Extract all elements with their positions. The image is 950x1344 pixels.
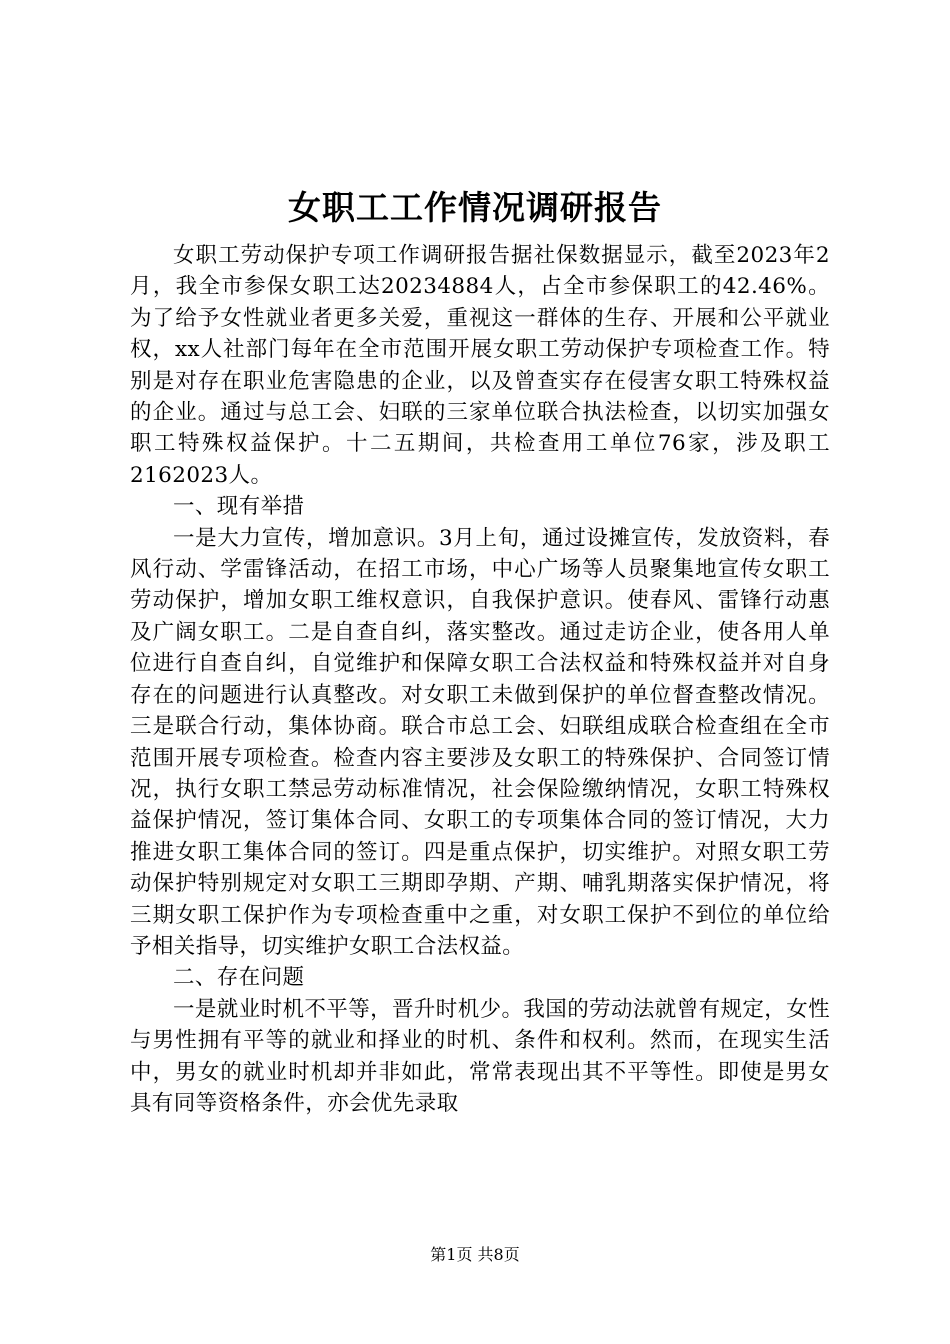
measures-paragraph: 一是大力宣传，增加意识。3月上旬，通过设摊宣传，发放资料，春风行动、学雷锋活动，在招工市场，中心广场等人员聚集地宣传女职工劳动保护，增加女职工维权意识，自我保护意识。使春风、雷锋行动惠及广阔女职工。二是自查自纠，落实整改。通过走访企业，使各用人单位进行自查自纠，自觉维护和保障女职工合法权益和特殊权益并对自身存在的问题进行认真整改。对女职工未做到保护的单位督查整改情况。三是联合行动，集体协商。联合市总工会、妇联组成联合检查组在全市范围开展专项检查。检查内容主要涉及女职工的特殊保护、合同签订情况，执行女职工禁忌劳动标准情况，社会保险缴纳情况，女职工特殊权益保护情况，签订集体合同、女职工的专项集体合同的签订情况，大力推进女职工集体合同的签订。四是重点保护，切实维护。对照女职工劳动保护特别规定对女职工三期即孕期、产期、哺乳期落实保护情况，将三期女职工保护作为专项检查重中之重，对女职工保护不到位的单位给予相关指导，切实维护女职工合法权益。 xyxy=(130,525,830,959)
section-heading-measures: 一、现有举措 xyxy=(173,494,305,520)
page-footer: 第1页 共8页 xyxy=(430,1245,520,1264)
problems-paragraph: 一是就业时机不平等，晋升时机少。我国的劳动法就曾有规定，女性与男性拥有平等的就业和择业的时机、条件和权利。然而，在现实生活中，男女的就业时机却并非如此，常常表现出其不平等性。即使是男女具有同等资格条件，亦会优先录取 xyxy=(130,996,831,1116)
section-heading-problems: 二、存在问题 xyxy=(173,965,305,991)
document-title: 女职工工作情况调研报告 xyxy=(288,188,662,227)
document-body xyxy=(130,240,830,1119)
intro-paragraph: 女职工劳动保护专项工作调研报告据社保数据显示，截至2023年2月，我全市参保女职工达20234884人，占全市参保职工的42.46%。为了给予女性就业者更多关爱，重视这一群体的生存、开展和公平就业权，xx人社部门每年在全市范围开展女职工劳动保护专项检查工作。特别是对存在职业危害隐患的企业，以及曾查实存在侵害女职工特殊权益的企业。通过与总工会、妇联的三家单位联合执法检查，以切实加强女职工特殊权益保护。十二五期间，共检查用工单位76家，涉及职工2162023人。 xyxy=(130,243,830,488)
